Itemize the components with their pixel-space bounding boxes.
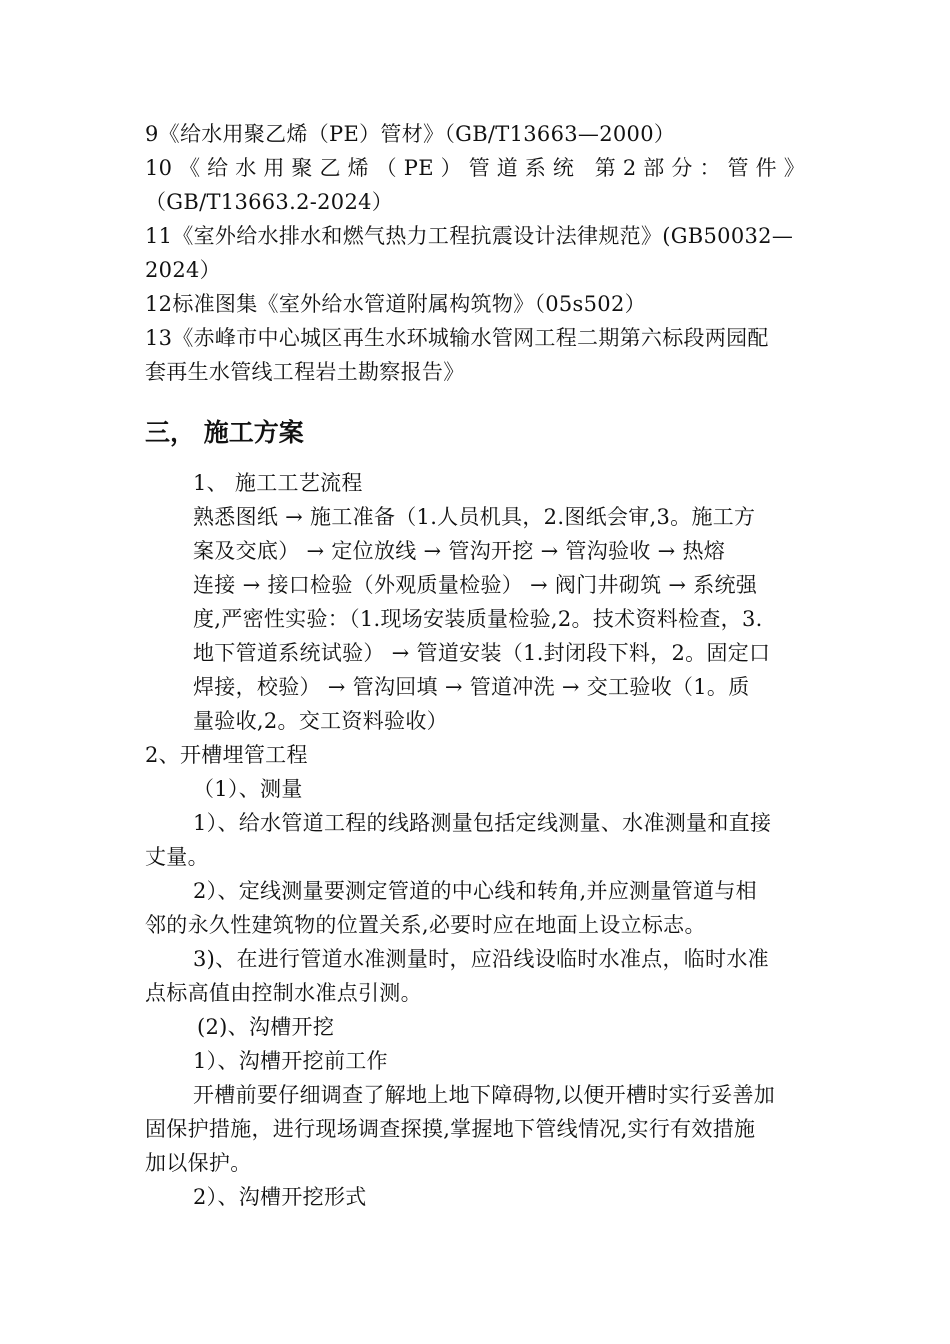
paragraph-line: 2）、定线测量要测定管道的中心线和转角,并应测量管道与相 [193,879,757,903]
reference-item-11-year: 2024） [145,258,221,282]
process-flow-line: 度,严密性实验：（1.现场安装质量检验,2。技术资料检查，3. [193,607,763,631]
process-flow-line: 地下管道系统试验） → 管道安装（1.封闭段下料，2。固定口 [193,641,771,665]
process-flow-line: 焊接，校验） → 管沟回填 → 管道冲洗 → 交工验收（1。质 [193,675,750,699]
paragraph-line: 点标高值由控制水准点引测。 [145,981,422,1005]
process-flow-line: 熟悉图纸 → 施工准备（1.人员机具，2.图纸会审,3。施工方 [193,505,756,529]
reference-item-9: 9《给水用聚乙烯（PE）管材》（GB/T13663—2000） [145,122,676,146]
reference-item-10: 10《给水用聚乙烯（PE）管道系统 第2部分：管件》 [145,156,805,180]
paragraph-line: 加以保护。 [145,1151,252,1175]
reference-item-10-code: （GB/T13663.2-2024） [145,190,394,214]
subsection-title-trench: 2、开槽埋管工程 [145,743,308,767]
reference-item-13: 13《赤峰市中心城区再生水环城输水管网工程二期第六标段两园配 [145,326,769,350]
paragraph-line: 丈量。 [145,845,209,869]
reference-item-13-cont: 套再生水管线工程岩土勘察报告》 [145,360,465,384]
subsection-title-process: 1、 施工工艺流程 [193,471,363,495]
paragraph-line: 固保护措施，进行现场调查探摸,掌握地下管线情况,实行有效措施 [145,1117,756,1141]
item-subheading: 1）、沟槽开挖前工作 [193,1049,388,1073]
paragraph-line: 1）、给水管道工程的线路测量包括定线测量、水准测量和直接 [193,811,772,835]
paragraph-line: 开槽前要仔细调查了解地上地下障碍物,以便开槽时实行妥善加 [193,1083,776,1107]
section-heading: 三， 施工方案 [145,418,304,447]
process-flow-line: 案及交底） → 定位放线 → 管沟开挖 → 管沟验收 → 热熔 [193,539,726,563]
paragraph-line: 3)、在进行管道水准测量时，应沿线设临时水准点，临时水准 [193,947,769,971]
item-subheading: 2）、沟槽开挖形式 [193,1185,367,1209]
process-flow-line: 连接 → 接口检验（外观质量检验） → 阀门井砌筑 → 系统强 [193,573,758,597]
item-heading-survey: （1）、测量 [193,777,303,801]
reference-item-12: 12标准图集《室外给水管道附属构筑物》（05s502） [145,292,646,316]
reference-item-11: 11《室外给水排水和燃气热力工程抗震设计法律规范》(GB50032— [145,224,794,248]
paragraph-line: 邻的永久性建筑物的位置关系,必要时应在地面上设立标志。 [145,913,706,937]
process-flow-line: 量验收,2。交工资料验收） [193,709,448,733]
item-heading-excavation: (2)、沟槽开挖 [197,1015,335,1039]
